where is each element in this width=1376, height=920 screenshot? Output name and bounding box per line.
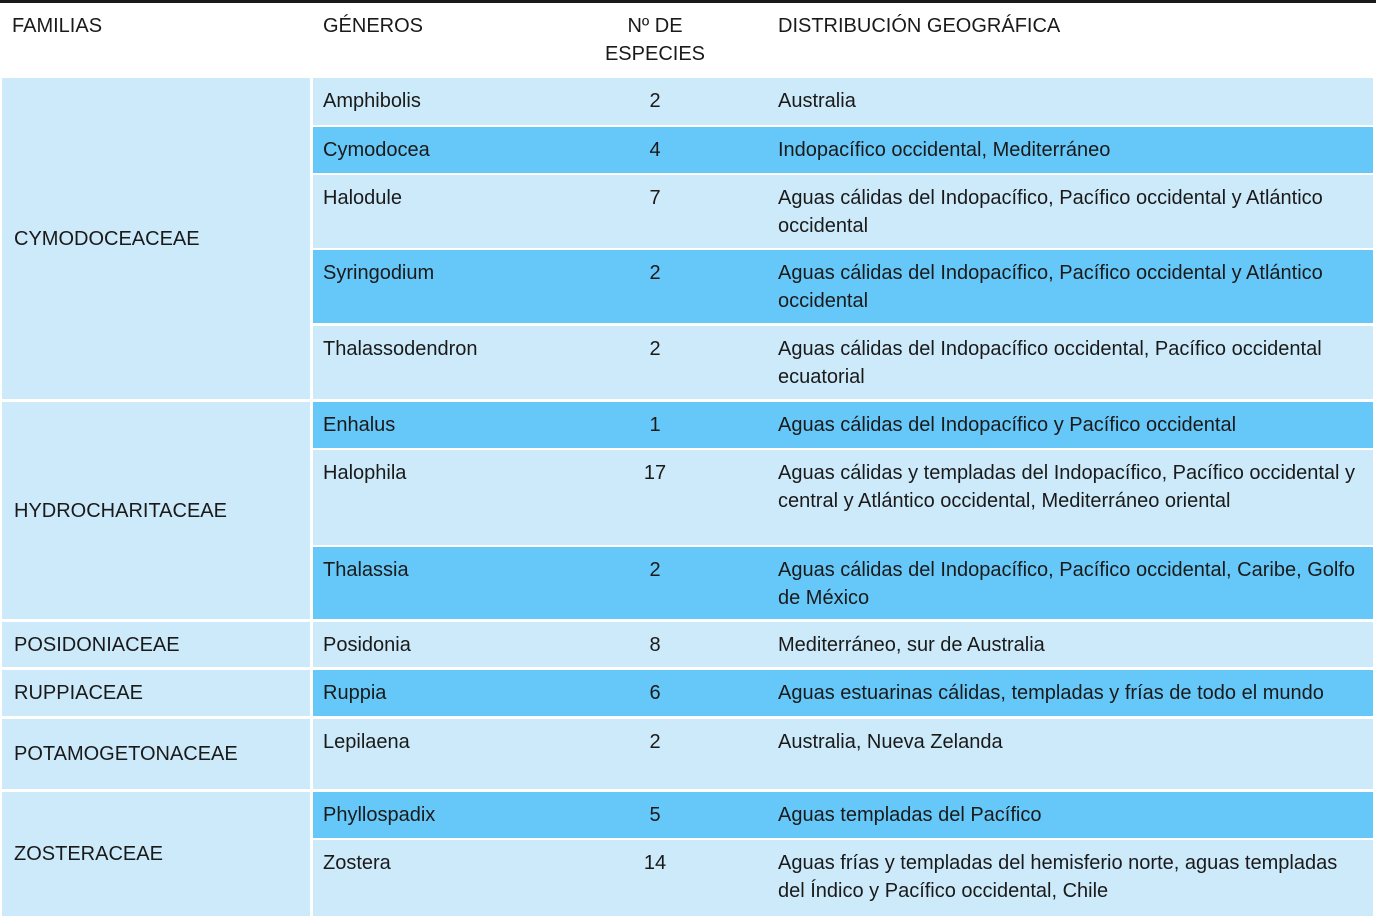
family-cell: [2, 792, 310, 916]
genus-cell: Halodule: [323, 187, 402, 209]
genus-cell: Zostera: [323, 852, 391, 874]
family-label: ZOSTERACEAE: [14, 843, 163, 865]
species-count-cell: 2: [649, 90, 661, 112]
table-row: [313, 402, 1373, 448]
distribution-cell: Aguas cálidas del Indopacífico y Pacífico occidental: [778, 414, 1237, 436]
species-count-cell: 5: [649, 804, 661, 826]
family-label: HYDROCHARITACEAE: [14, 499, 227, 522]
species-count-cell: 1: [649, 414, 661, 436]
distribution-cell: Australia, Nueva Zelanda: [778, 731, 1003, 753]
species-count-cell: 6: [649, 682, 661, 704]
species-count-cell: 2: [649, 338, 661, 360]
species-count-cell: 17: [643, 462, 667, 484]
table-row: [313, 622, 1373, 667]
family-label: RUPPIACEAE: [14, 682, 143, 704]
species-count-cell: 4: [649, 139, 661, 161]
table-row: [313, 719, 1373, 789]
genus-cell: Phyllospadix: [323, 804, 436, 826]
table-row: [313, 450, 1373, 545]
distribution-cell: Australia: [778, 90, 856, 112]
table-row: [313, 840, 1373, 916]
species-count-cell: 8: [649, 634, 661, 656]
genus-cell: Ruppia: [323, 682, 387, 704]
genus-cell: Posidonia: [323, 634, 411, 656]
distribution-cell: Aguas cálidas del Indopacífico, Pacífico occidental y Atlántico occidental: [778, 262, 1323, 312]
distribution-cell: Aguas cálidas del Indopacífico, Pacífico occidental y Atlántico occidental: [778, 187, 1323, 237]
genus-cell: Cymodocea: [323, 139, 430, 161]
family-cell: [2, 622, 310, 667]
family-cell: [2, 670, 310, 716]
genus-cell: Enhalus: [323, 414, 396, 436]
table-row: [313, 547, 1373, 619]
family-label: POSIDONIACEAE: [14, 633, 180, 656]
distribution-cell: Aguas cálidas y templadas del Indopacífico, Pacífico occidental y central y Atlántico occidental, Mediterráneo oriental: [778, 462, 1355, 512]
family-cell: [2, 719, 310, 789]
genus-cell: Thalassodendron: [323, 338, 478, 360]
family-label: POTAMOGETONACEAE: [14, 743, 238, 765]
table-row: [313, 250, 1373, 323]
species-count-cell: 14: [643, 852, 667, 874]
table-row: [313, 175, 1373, 248]
distribution-cell: Aguas frías y templadas del hemisferio norte, aguas templadas del Índico y Pacífico occidental, Chile: [778, 852, 1338, 902]
table-row: [313, 792, 1373, 838]
species-count-cell: 2: [649, 731, 661, 753]
genus-cell: Halophila: [323, 462, 407, 484]
family-cell: [2, 78, 310, 399]
distribution-cell: Aguas cálidas del Indopacífico, Pacífico occidental, Caribe, Golfo de México: [778, 559, 1355, 609]
header-n-especies-line1: Nº DE: [627, 15, 683, 37]
table-row: [313, 670, 1373, 716]
header-distribucion: DISTRIBUCIÓN GEOGRÁFICA: [778, 15, 1061, 37]
header-n-especies-line2: ESPECIES: [604, 43, 706, 65]
distribution-cell: Aguas estuarinas cálidas, templadas y frías de todo el mundo: [778, 682, 1324, 704]
family-cell: [2, 402, 310, 619]
header-generos: GÉNEROS: [323, 15, 424, 37]
table-row: [313, 127, 1373, 173]
distribution-cell: Aguas templadas del Pacífico: [778, 804, 1042, 826]
genus-cell: Lepilaena: [323, 731, 410, 753]
table-row: [313, 78, 1373, 125]
distribution-cell: Mediterráneo, sur de Australia: [778, 634, 1045, 656]
header-familias: FAMILIAS: [12, 15, 103, 37]
genus-cell: Thalassia: [323, 559, 409, 581]
genus-cell: Syringodium: [323, 262, 435, 284]
family-label: CYMODOCEACEAE: [14, 227, 200, 250]
distribution-cell: Indopacífico occidental, Mediterráneo: [778, 139, 1111, 161]
species-count-cell: 2: [649, 559, 661, 581]
table-row: [313, 326, 1373, 399]
genus-cell: Amphibolis: [323, 90, 421, 112]
species-count-cell: 2: [649, 262, 661, 284]
species-count-cell: 7: [649, 187, 661, 209]
table-top-rule: [0, 0, 1376, 3]
header-n-especies: [595, 12, 715, 68]
distribution-cell: Aguas cálidas del Indopacífico occidental, Pacífico occidental ecuatorial: [778, 338, 1322, 388]
